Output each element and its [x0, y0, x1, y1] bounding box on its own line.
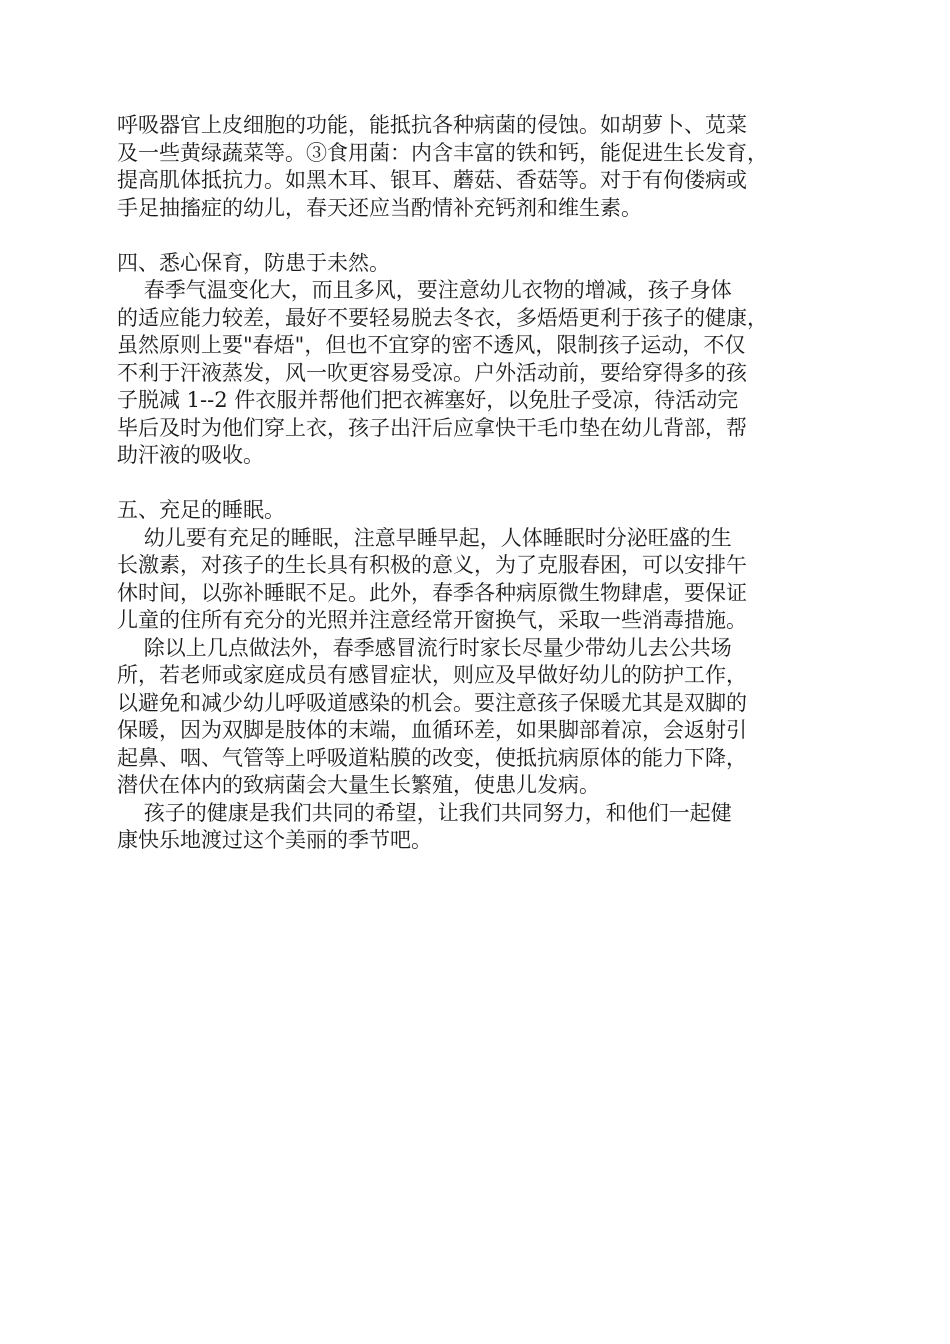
body-line: 的适应能力较差，最好不要轻易脱去冬衣，多焐焐更利于孩子的健康， — [117, 305, 768, 330]
section-heading-5: 五、充足的睡眠。 — [117, 498, 285, 522]
body-line: 手足抽搐症的幼儿，春天还应当酌情补充钙剂和维生素。 — [117, 195, 642, 220]
body-line: 所，若老师或家庭成员有感冒症状，则应及早做好幼儿的防护工作， — [117, 663, 747, 687]
body-line: 康快乐地渡过这个美丽的季节吧。 — [117, 828, 432, 852]
paragraph-gap — [117, 222, 837, 250]
body-line: 休时间，以弥补睡眠不足。此外，春季各种病原微生物肆虐，要保证 — [117, 580, 747, 605]
body-line: 毕后及时为他们穿上衣，孩子出汗后应拿快干毛巾垫在幼儿背部，帮 — [117, 415, 747, 440]
body-line: 保暖，因为双脚是肢体的末端，血循环差，如果脚部着凉，会返射引 — [117, 718, 747, 742]
section-heading-4: 四、悉心保育，防患于未然。 — [117, 250, 390, 275]
body-line: 长激素，对孩子的生长具有积极的意义，为了克服春困，可以安排午 — [117, 553, 747, 577]
document-body — [117, 112, 837, 855]
body-line: 起鼻、咽、气管等上呼吸道粘膜的改变，使抵抗病原体的能力下降， — [117, 745, 747, 770]
body-line: 提高肌体抵抗力。如黑木耳、银耳、蘑菇、香菇等。对于有佝偻病或 — [117, 168, 747, 192]
body-line: 虽然原则上要"春焐"，但也不宜穿的密不透风，限制孩子运动，不仅 — [117, 333, 746, 357]
body-line: 以避免和减少幼儿呼吸道感染的机会。要注意孩子保暖尤其是双脚的 — [117, 690, 747, 715]
body-line: 幼儿要有充足的睡眠，注意早睡早起，人体睡眠时分泌旺盛的生 — [117, 525, 732, 550]
body-line: 孩子的健康是我们共同的希望，让我们共同努力，和他们一起健 — [117, 800, 732, 825]
body-line: 呼吸器官上皮细胞的功能，能抵抗各种病菌的侵蚀。如胡萝卜、苋菜 — [117, 113, 747, 137]
body-line: 除以上几点做法外，春季感冒流行时家长尽量少带幼儿去公共场 — [117, 635, 732, 660]
body-line: 潜伏在体内的致病菌会大量生长繁殖，使患儿发病。 — [117, 773, 600, 797]
body-line: 春季气温变化大，而且多风，要注意幼儿衣物的增减，孩子身体 — [117, 278, 732, 302]
body-line: 儿童的住所有充分的光照并注意经常开窗换气，采取一些消毒措施。 — [117, 608, 747, 632]
body-line: 及一些黄绿蔬菜等。③食用菌：内含丰富的铁和钙，能促进生长发育， — [117, 140, 768, 165]
body-line: 不利于汗液蒸发，风一吹更容易受凉。户外活动前，要给穿得多的孩 — [117, 360, 747, 385]
body-line: 助汗液的吸收。 — [117, 443, 264, 467]
body-line: 子脱减 1--2 件衣服并帮他们把衣裤塞好，以免肚子受凉，待活动完 — [117, 388, 739, 412]
paragraph-gap — [117, 470, 837, 498]
